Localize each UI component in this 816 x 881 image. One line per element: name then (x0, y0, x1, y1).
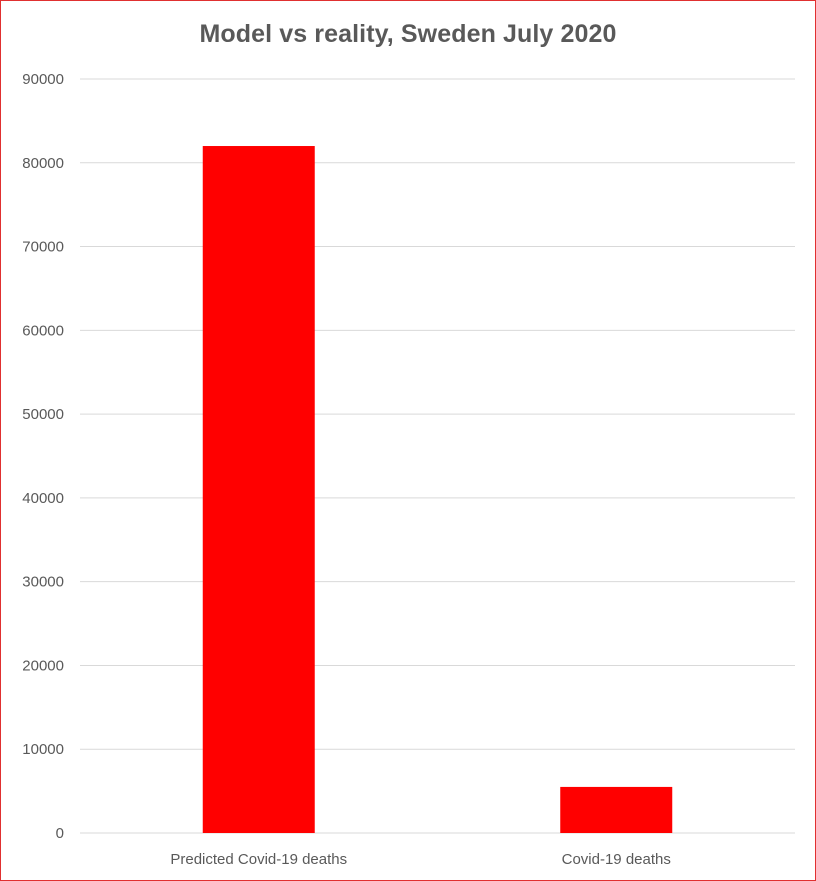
y-tick-label: 60000 (22, 322, 64, 340)
gridlines (80, 79, 795, 833)
y-tick-label: 50000 (22, 406, 64, 424)
bar-predicted-covid-19-deaths (203, 146, 315, 833)
y-tick-label: 20000 (22, 657, 64, 675)
y-tick-label: 10000 (22, 741, 64, 759)
x-category-label: Predicted Covid-19 deaths (170, 851, 348, 868)
chart-title: Model vs reality, Sweden July 2020 (199, 20, 617, 48)
y-tick-label: 0 (55, 825, 64, 842)
y-tick-label: 90000 (22, 71, 64, 88)
y-tick-label: 30000 (22, 573, 64, 591)
y-tick-label: 40000 (22, 489, 64, 507)
y-tick-label: 80000 (22, 154, 64, 172)
y-axis-ticks (22, 71, 64, 842)
y-tick-label: 70000 (22, 238, 64, 256)
bars (203, 146, 673, 833)
x-axis-categories (170, 851, 671, 868)
bar-covid-19-deaths (560, 787, 672, 833)
x-category-label: Covid-19 deaths (561, 851, 671, 868)
